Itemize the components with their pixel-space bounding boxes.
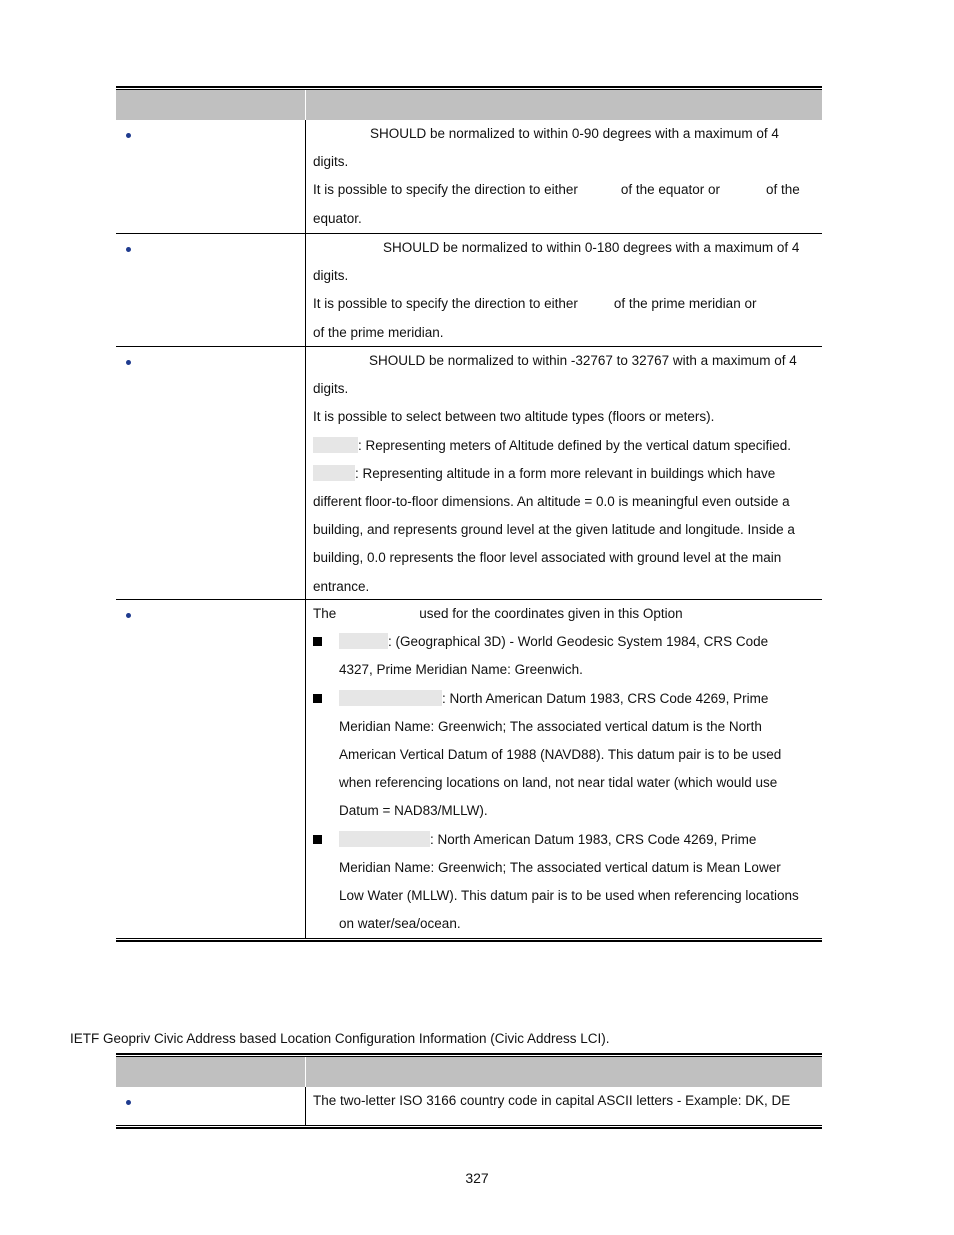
table-bottom-rule	[116, 1125, 822, 1129]
bullet-icon	[126, 613, 131, 618]
description-line: building, 0.0 represents the floor level associated with ground level at the main	[313, 550, 782, 566]
description-fragment: of the equator or	[620, 182, 720, 198]
description-line: on water/sea/ocean.	[339, 916, 461, 932]
description-line: digits.	[313, 154, 349, 170]
description-line: of the prime meridian.	[313, 324, 444, 340]
header-description	[306, 90, 822, 120]
table-row	[116, 233, 822, 347]
description-line: 4327, Prime Meridian Name: Greenwich.	[339, 662, 583, 678]
description-fragment: of the	[765, 182, 800, 198]
description-cell	[313, 347, 814, 601]
description-line: American Vertical Datum of 1988 (NAVD88). This datum pair is to be used	[339, 747, 782, 763]
table-header	[116, 90, 822, 120]
term-highlight	[339, 690, 442, 706]
term-highlight	[313, 437, 358, 453]
description-cell	[313, 120, 814, 233]
description-line: : (Geographical 3D) - World Geodesic System 1984, CRS Code	[388, 634, 769, 650]
datum-list-item	[313, 628, 814, 684]
header-description	[306, 1057, 822, 1087]
description-line: digits.	[313, 268, 349, 284]
description-line: digits.	[313, 381, 349, 397]
description-line: equator.	[313, 210, 362, 226]
civic-address-table	[116, 1053, 822, 1129]
table-body	[116, 120, 822, 938]
term-highlight	[339, 633, 388, 649]
table-row	[116, 120, 822, 233]
description-fragment: The	[313, 606, 337, 621]
description-line: It is possible to specify the direction to either	[313, 296, 578, 312]
description-fragment: of the prime meridian or	[613, 296, 757, 312]
description-cell	[313, 234, 814, 347]
description-line: : North American Datum 1983, CRS Code 4269, Prime	[442, 690, 769, 706]
bullet-icon	[126, 360, 131, 365]
table-bottom-rule	[116, 938, 822, 942]
description-line: It is possible to select between two altitude types (floors or meters).	[313, 409, 715, 425]
coordinates-table	[116, 86, 822, 942]
description-cell	[313, 600, 814, 938]
description-line: when referencing locations on land, not near tidal water (which would use	[339, 775, 778, 791]
square-bullet-icon	[313, 835, 322, 844]
description-line: SHOULD be normalized to within -32767 to 32767 with a maximum of 4	[369, 353, 797, 368]
header-parameter	[116, 90, 306, 120]
page-number: 327	[465, 1170, 489, 1186]
datum-list-item	[313, 826, 814, 939]
table-body	[116, 1087, 822, 1125]
description-cell	[313, 1087, 814, 1115]
description-line: The two-letter ISO 3166 country code in capital ASCII letters - Example: DK, DE	[313, 1093, 791, 1108]
description-line: : Representing meters of Altitude defined by the vertical datum specified.	[358, 437, 791, 453]
description-fragment: used for the coordinates given in this Option	[419, 606, 683, 621]
table-header	[116, 1057, 822, 1087]
description-line: : North American Datum 1983, CRS Code 4269, Prime	[430, 831, 757, 847]
table-row	[116, 599, 822, 939]
description-line: Datum = NAD83/MLLW).	[339, 803, 488, 819]
bullet-icon	[126, 133, 131, 138]
description-line: building, and represents ground level at the given latitude and longitude. Inside a	[313, 522, 795, 538]
term-highlight	[339, 831, 430, 847]
description-line: Meridian Name: Greenwich; The associated vertical datum is Mean Lower	[339, 859, 781, 875]
header-parameter	[116, 1057, 306, 1087]
table-row	[116, 346, 822, 600]
section-intro-text: IETF Geopriv Civic Address based Location Configuration Information (Civic Address LCI).	[70, 1031, 610, 1046]
datum-list-item	[313, 685, 814, 826]
square-bullet-icon	[313, 694, 322, 703]
description-line: SHOULD be normalized to within 0-90 degrees with a maximum of 4	[370, 126, 779, 141]
square-bullet-icon	[313, 637, 322, 646]
description-line: entrance.	[313, 578, 370, 594]
description-line: Low Water (MLLW). This datum pair is to be used when referencing locations	[339, 888, 799, 904]
bullet-icon	[126, 1100, 131, 1105]
table-row	[116, 1087, 822, 1125]
description-line: It is possible to specify the direction to either	[313, 182, 578, 198]
description-line: : Representing altitude in a form more relevant in buildings which have	[355, 465, 776, 481]
bullet-icon	[126, 247, 131, 252]
term-highlight	[313, 465, 355, 481]
description-line: different floor-to-floor dimensions. An altitude = 0.0 is meaningful even outside a	[313, 494, 790, 510]
description-line: Meridian Name: Greenwich; The associated vertical datum is the North	[339, 718, 762, 734]
description-line: SHOULD be normalized to within 0-180 degrees with a maximum of 4	[383, 240, 800, 255]
